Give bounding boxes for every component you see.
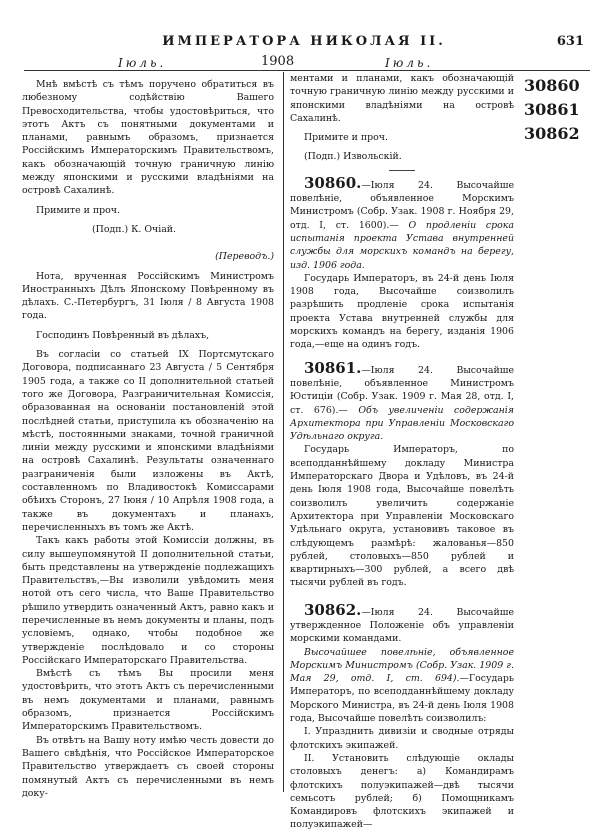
note-heading: Нота, врученная Россійскимъ Министромъ Иностранныхъ Дѣлъ Японскому Повѣренному въ дѣлахъ. С.-Петербургъ, 31 Іюля / 8 Августа 1908 года. <box>22 270 274 322</box>
section-summary: Объ увеличеніи содержанія Архитектора при Управленіи Московскаго Удѣльнаго округа. <box>290 404 514 443</box>
section-summary: Высочайшее повелѣніе, объявленное Морскимъ Министромъ (Собр. Узак. 1909 г. Мая 29, отд. I, ст. 694). <box>290 646 514 685</box>
left-paragraph: Въ согласіи со статьей IX Портсмутскаго Договора, подписаннаго 23 Августа / 5 Сентября 1905 года, а также со II дополнительной статьей того же Договора, Разграничительная Комиссія, образованная на основаніи постановленій этой послѣдней статьи, приступила къ обозначенію на мѣстѣ, постоянными знаками, точной граничной линіи между русскими и японскими владѣніями на островѣ Сахалинѣ. Результаты означеннаго разграниченія были изложены въ Актѣ, составленномъ по Владивостокѣ Комиссарами обѣихъ Сторонъ, 27 Іюня / 10 Апрѣля 1908 года, а также въ документахъ и планахъ, перечисленныхъ въ томъ же Актѣ. <box>22 349 274 533</box>
margin-number: 30861 <box>524 100 580 119</box>
margin-number: 30860 <box>524 76 580 95</box>
column-divider <box>283 72 284 792</box>
section-separator <box>389 170 415 171</box>
year-label: 1908 <box>261 54 295 69</box>
page-number: 631 <box>556 34 584 49</box>
section-30862-text <box>290 646 514 726</box>
section-number: 30860. <box>304 173 362 192</box>
section-body: Государь Императоръ, въ 24-й день Іюля 1908 года, Высочайше соизволилъ разрѣшить продленіе срока испытанія проекта Устава внутренней службы для морскихъ командъ на берегу, изданія 1906 года,—еще на одинъ годъ. <box>290 272 514 351</box>
closing-formula: Примите и проч. <box>36 204 120 216</box>
right-intro: ментами и планами, какъ обозначающій точную граничную линію между русскими и японскими владѣніями на островѣ Сахалинѣ. <box>290 73 514 124</box>
section-heading: —Іюля 24. Высочайше повелѣніе, объявленное Министромъ Юстиціи (Собр. Узак. 1909 г. Мая 28, отд. I, ст. 676).— <box>290 364 514 416</box>
header-rule <box>24 70 590 71</box>
left-column <box>22 78 274 800</box>
signature: (Подп.) Извольскій. <box>304 151 402 163</box>
closing-formula: Примите и проч. <box>304 132 388 144</box>
list-item: II. Установить слѣдующіе оклады столовыхъ денегъ: а) Командирамъ флотскихъ полуэкипажей—двѣ тысячи семьсотъ рублей; б) Помощникамъ Командировъ флотскихъ экипажей и полуэкипажей— <box>290 752 514 831</box>
section-heading: —Іюля 24. Высочайше повелѣніе, объявленное Морскимъ Министромъ (Собр. Узак. 1908 г. Ноября 29, отд. I, ст. 1600).— <box>290 179 514 231</box>
left-paragraph: Вмѣстѣ съ тѣмъ Вы просили меня удостовѣрить, что этотъ Актъ съ перечисленными въ немъ документами и планами, равнымъ образомъ, признается Россійскимъ Императорскимъ Правительствомъ. <box>22 668 274 733</box>
salutation: Господинъ Повѣренный въ дѣлахъ, <box>36 329 210 341</box>
left-month-label: Іюль. <box>118 56 167 70</box>
translation-note: (Переводъ.) <box>215 251 274 263</box>
left-paragraph: Такъ какъ работы этой Комиссіи должны, въ силу вышеупомянутой II дополнительной статьи, быть представлены на утвержденіе подлежащихъ Правительствъ,—Вы изволили увѣдомить меня нотой отъ сего числа, что Ваше Правительство рѣшило утвердить означенный Актъ, равно какъ и перечисленные въ немъ документы и планы, подъ условіемъ, однако, чтобы подобное же утвержденіе послѣдовало и со стороны Россійскаго Императорскаго Правительства. <box>22 535 274 666</box>
section-body: —Государь Императоръ, по всеподданнѣйшему докладу Морского Министра, въ 24-й день Іюля 1908 года, Высочайше повелѣть соизволилъ: <box>290 673 514 725</box>
right-column <box>290 72 514 832</box>
section-number: 30861. <box>304 358 362 377</box>
section-summary: О продленіи срока испытанія проекта Устава внутренней службы для морскихъ командъ на берегу, изд. 1906 года. <box>290 219 514 271</box>
section-30862 <box>290 600 514 646</box>
signature: (Подп.) К. Очіай. <box>92 223 177 235</box>
section-body: Государь Императоръ, по всеподданнѣйшему докладу Министра Императорскаго Двора и Удѣловъ, въ 24-й день Іюля 1908 года, Высочайше повелѣть соизволилъ увеличить содержаніе Архитектора при Управленіи Московскаго Удѣльнаго округа, установивъ таковое въ слѣдующемъ размѣрѣ: жалованья—850 рублей, столовыхъ—850 рублей и квартирныхъ—300 рублей, а всего двѣ тысячи рублей въ годъ. <box>290 444 514 589</box>
left-paragraph: Въ отвѣтъ на Вашу ноту имѣю честь довести до Вашего свѣдѣнія, что Россійское Императорское Правительство утверждаетъ съ своей стороны помянутый Актъ съ перечисленными въ немъ доку- <box>22 734 274 799</box>
section-heading: —Іюля 24. Высочайше утвержденное Положеніе объ управленіи морскими командами. <box>290 606 514 645</box>
margin-number: 30862 <box>524 124 580 143</box>
list-item: I. Упразднить дивизіи и сводные отряды флотскихъ экипажей. <box>290 726 514 751</box>
section-30860 <box>290 173 514 272</box>
right-month-label: Іюль. <box>385 56 434 70</box>
section-30861 <box>290 358 514 444</box>
left-paragraph: Мнѣ вмѣстѣ съ тѣмъ поручено обратиться въ любезному содѣйствію Вашего Превосходительства, чтобы удостовѣриться, что этотъ Актъ съ понятными документами и планами, равнымъ образомъ, признается Россійскимъ Императорскимъ Правительствомъ, какъ обозначающій точную граничную линію между японскими и русскими владѣніями на островѣ Сахалинѣ. <box>22 79 274 197</box>
running-title: ИМПЕРАТОРА НИКОЛАЯ II. <box>162 34 446 49</box>
section-number: 30862. <box>304 600 362 619</box>
